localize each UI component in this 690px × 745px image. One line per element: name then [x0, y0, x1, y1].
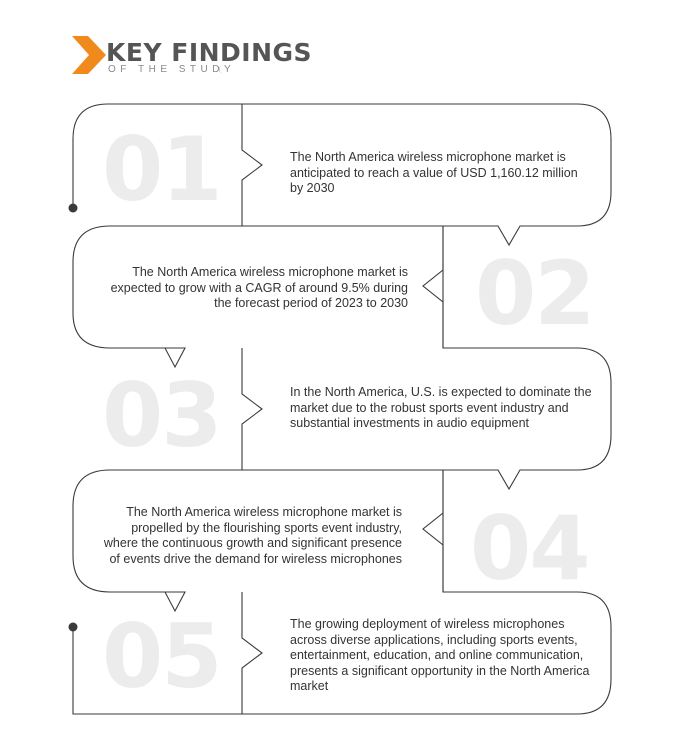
page-title: KEY FINDINGS	[106, 38, 313, 67]
finding-number-01: 01	[102, 118, 221, 221]
finding-text-01: The North America wireless microphone market is anticipated to reach a value of USD 1,160.12 million by 2030	[290, 150, 578, 195]
end-dot	[69, 623, 78, 632]
finding-text-03: In the North America, U.S. is expected to dominate the market due to the robust sports event industry and substantial investments in audio equipment	[290, 385, 592, 430]
start-dot	[69, 204, 78, 213]
finding-text-02: The North America wireless microphone market is expected to grow with a CAGR of around 9.5% during the forecast period of 2023 to 2030	[110, 265, 408, 310]
finding-number-02: 02	[475, 242, 594, 345]
finding-text-05: The growing deployment of wireless microphones across diverse applications, including sports events, entertainment, education, and online communication, presents a significant opportunity in the North America market	[290, 617, 590, 693]
finding-number-05: 05	[102, 605, 221, 708]
finding-number-04: 04	[470, 497, 589, 600]
finding-number-03: 03	[102, 364, 221, 467]
page-subtitle: OF THE STUDY	[108, 64, 236, 75]
finding-text-04: The North America wireless microphone market is propelled by the flourishing sports event industry, where the continuous growth and significant presence of events drive the demand for wireless microphones	[103, 505, 402, 566]
